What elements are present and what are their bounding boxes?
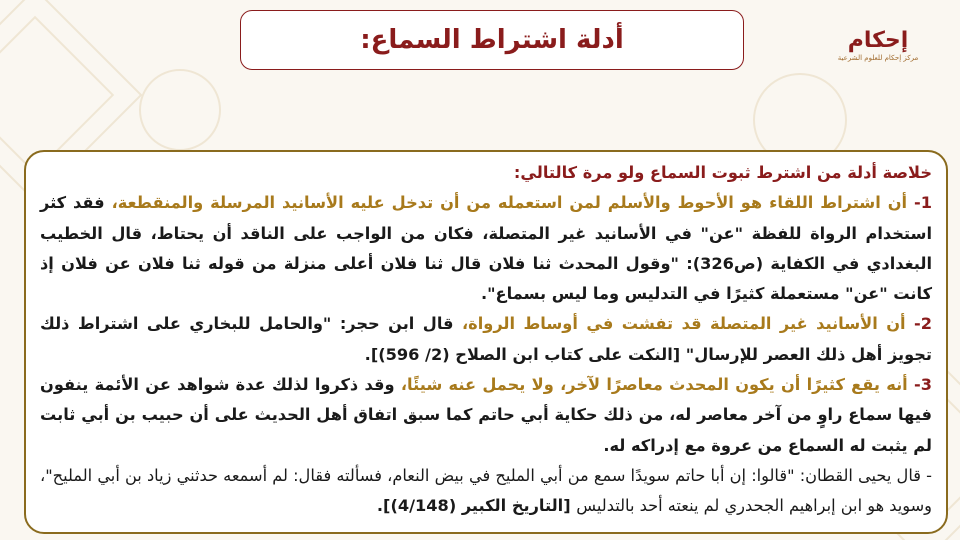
page-title: أدلة اشتراط السماع:: [360, 25, 624, 55]
point-3-number: 3-: [914, 375, 933, 395]
point-2-number: 2-: [914, 314, 933, 334]
point-4-text: - قال يحيى القطان: "قالوا: إن أبا حاتم سويدًا سمع من أبي المليح في بيض النعام، فسألته فقال: لم أسمعه حدثني زياد بن أبي المليح"، وسويد هو ابن إبراهيم الجحدري لم ينعته أحد بالتدليس: [40, 465, 932, 516]
content-box: [24, 150, 948, 534]
point-2-lead: أن الأسانيد غير المتصلة قد تفشت في أوساط الرواة،: [462, 314, 906, 334]
logo: [837, 28, 919, 94]
point-3-lead: أنه يقع كثيرًا أن يكون المحدث معاصرًا لآخر، ولا يحمل عنه شيئًا،: [400, 375, 908, 395]
logo-subtitle: مركز إحكام للعلوم الشرعية: [837, 54, 919, 62]
point-4-ref: [التاريخ الكبير (4/148)].: [376, 496, 571, 516]
point-1-lead: أن اشتراط اللقاء هو الأحوط والأسلم لمن استعمله من أن تدخل عليه الأسانيد المرسلة والمنقطعة،: [111, 193, 908, 213]
content-text: [40, 158, 932, 522]
point-2-body: قال ابن حجر: "والحامل للبخاري على اشتراط ذلك تجويز أهل ذلك العصر للإرسال" [النكت على كتاب ابن الصلاح (2/ 596)].: [40, 314, 932, 364]
point-1-body: فقد كثر استخدام الرواة للفظة "عن" في الأسانيد غير المتصلة، فكان من الواجب على الناقد أن يحتاط، قال الخطيب البغدادي في الكفاية (ص326): "وقول المحدث ثنا فلان قال ثنا فلان أعلى منزلة من قوله ثنا فلان عن فلان إذ كانت "عن" مستعملة كثيرًا في التدليس وما ليس بسماع".: [40, 193, 932, 304]
title-box: [240, 10, 744, 70]
point-1-number: 1-: [914, 193, 932, 213]
logo-word: إحكام: [847, 28, 909, 53]
point-3-body: وقد ذكروا لذلك عدة شواهد عن الأئمة ينفون فيها سماع راوٍ من آخر معاصر له، من ذلك حكاية أبي حاتم كما سبق اتفاق أهل الحديث على أن حبيب بن أبي ثابت لم يثبت له السماع من عروة مع إدراكه له.: [40, 375, 932, 455]
content-heading: خلاصة أدلة من اشترط ثبوت السماع ولو مرة كالتالي:: [513, 163, 932, 182]
